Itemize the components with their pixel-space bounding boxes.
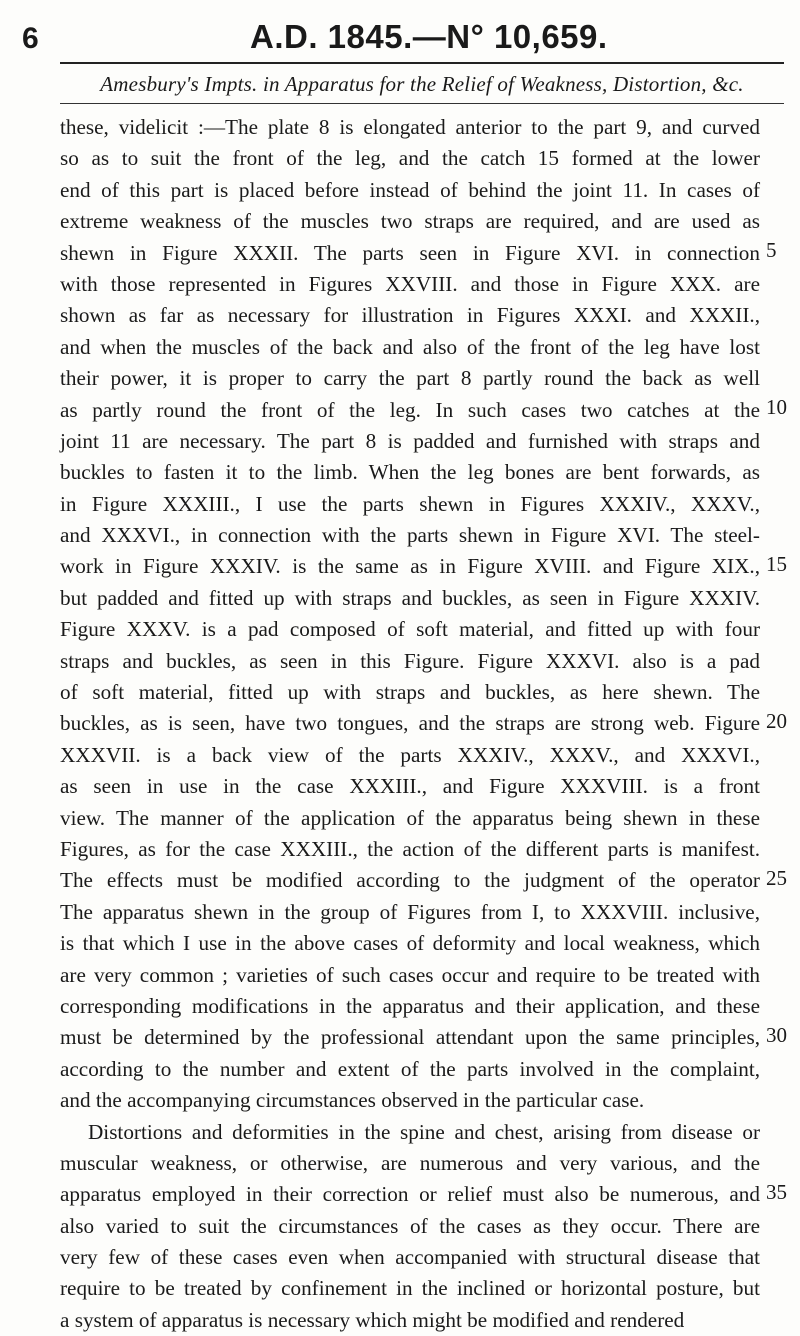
text-line: their power, it is proper to carry the part 8 partly round the back as well bbox=[60, 366, 760, 391]
running-head-rule bbox=[60, 103, 784, 104]
line-number: 20 bbox=[766, 708, 787, 733]
text-line: The apparatus shewn in the group of Figures from I, to XXXVIII. inclusive, bbox=[60, 899, 760, 924]
text-line: and when the muscles of the back and also of the front of the leg have lost bbox=[60, 334, 760, 359]
text-line: are very common ; varieties of such cases occur and require to be treated with bbox=[60, 962, 760, 987]
body-text bbox=[60, 112, 787, 1336]
line-number: 35 bbox=[766, 1179, 787, 1204]
text-line: in Figure XXXIII., I use the parts shewn in Figures XXXIV., XXXV., bbox=[60, 491, 760, 516]
text-line: require to be treated by confinement in the inclined or horizontal posture, but bbox=[60, 1276, 760, 1301]
line-number: 15 bbox=[766, 551, 787, 576]
text-line: and XXXVI., in connection with the parts shewn in Figure XVI. The steel- bbox=[60, 523, 760, 548]
text-line: end of this part is placed before instead of behind the joint 11. In cases of bbox=[60, 177, 760, 202]
page-header bbox=[0, 0, 800, 62]
line-number: 25 bbox=[766, 865, 787, 890]
text-line: so as to suit the front of the leg, and the catch 15 formed at the lower bbox=[60, 146, 760, 171]
text-line: is that which I use in the above cases of deformity and local weakness, which bbox=[60, 931, 760, 956]
header-rule bbox=[60, 62, 784, 64]
text-line: also varied to suit the circumstances of the cases as they occur. There are bbox=[60, 1213, 760, 1238]
text-line: these, videlicit :—The plate 8 is elongated anterior to the part 9, and curved bbox=[60, 115, 760, 139]
running-head: Amesbury's Impts. in Apparatus for the Relief of Weakness, Distortion, &c. bbox=[100, 72, 744, 96]
page-title: A.D. 1845.—N° 10,659. bbox=[250, 18, 608, 55]
text-line: with those represented in Figures XXVIII. and those in Figure XXX. are bbox=[60, 271, 760, 296]
line-number: 30 bbox=[766, 1022, 787, 1047]
text-line: muscular weakness, or otherwise, are numerous and very various, and the bbox=[60, 1150, 760, 1175]
text-line: buckles to fasten it to the limb. When the leg bones are bent forwards, as bbox=[60, 460, 760, 485]
text-line: corresponding modifications in the apparatus and their application, and these bbox=[60, 993, 760, 1018]
text-line: a system of apparatus is necessary which might be modified and rendered bbox=[60, 1307, 685, 1332]
text-line: of soft material, fitted up with straps and buckles, as here shewn. The bbox=[60, 680, 760, 705]
text-line: apparatus employed in their correction or relief must also be numerous, and bbox=[60, 1182, 760, 1207]
text-line: shewn in Figure XXXII. The parts seen in Figure XVI. in connection bbox=[60, 240, 760, 265]
line-number: 10 bbox=[766, 394, 787, 419]
text-line: as seen in use in the case XXXIII., and Figure XXXVIII. is a front bbox=[60, 774, 760, 799]
text-line: work in Figure XXXIV. is the same as in Figure XVIII. and Figure XIX., bbox=[60, 554, 760, 579]
text-line: shown as far as necessary for illustration in Figures XXXI. and XXXII., bbox=[60, 303, 760, 328]
text-line: view. The manner of the application of the apparatus being shewn in these bbox=[60, 805, 760, 830]
text-line: extreme weakness of the muscles two straps are required, and are used as bbox=[60, 209, 760, 234]
text-line: must be determined by the professional attendant upon the same principles, bbox=[60, 1025, 760, 1050]
text-line: joint 11 are necessary. The part 8 is padded and furnished with straps and bbox=[60, 428, 760, 453]
text-line: according to the number and extent of the parts involved in the complaint, bbox=[60, 1056, 760, 1081]
text-line: Figures, as for the case XXXIII., the action of the different parts is manifest. bbox=[60, 836, 760, 861]
text-line: as partly round the front of the leg. In such cases two catches at the bbox=[60, 397, 760, 422]
text-line: XXXVII. is a back view of the parts XXXIV., XXXV., and XXXVI., bbox=[60, 742, 760, 767]
text-line: but padded and fitted up with straps and buckles, as seen in Figure XXXIV. bbox=[60, 585, 760, 610]
line-number: 5 bbox=[766, 237, 777, 262]
text-line: and the accompanying circumstances observed in the particular case. bbox=[60, 1088, 645, 1113]
text-line: The effects must be modified according to the judgment of the operator bbox=[60, 868, 760, 893]
page-number: 6 bbox=[22, 22, 39, 55]
text-line: very few of these cases even when accompanied with structural disease that bbox=[60, 1245, 760, 1270]
text-line: Distortions and deformities in the spine and chest, arising from disease or bbox=[88, 1119, 760, 1144]
text-line: buckles, as is seen, have two tongues, and the straps are strong web. Figure bbox=[60, 711, 760, 736]
text-line: Figure XXXV. is a pad composed of soft material, and fitted up with four bbox=[60, 617, 760, 642]
text-line: straps and buckles, as seen in this Figure. Figure XXXVI. also is a pad bbox=[60, 648, 760, 673]
